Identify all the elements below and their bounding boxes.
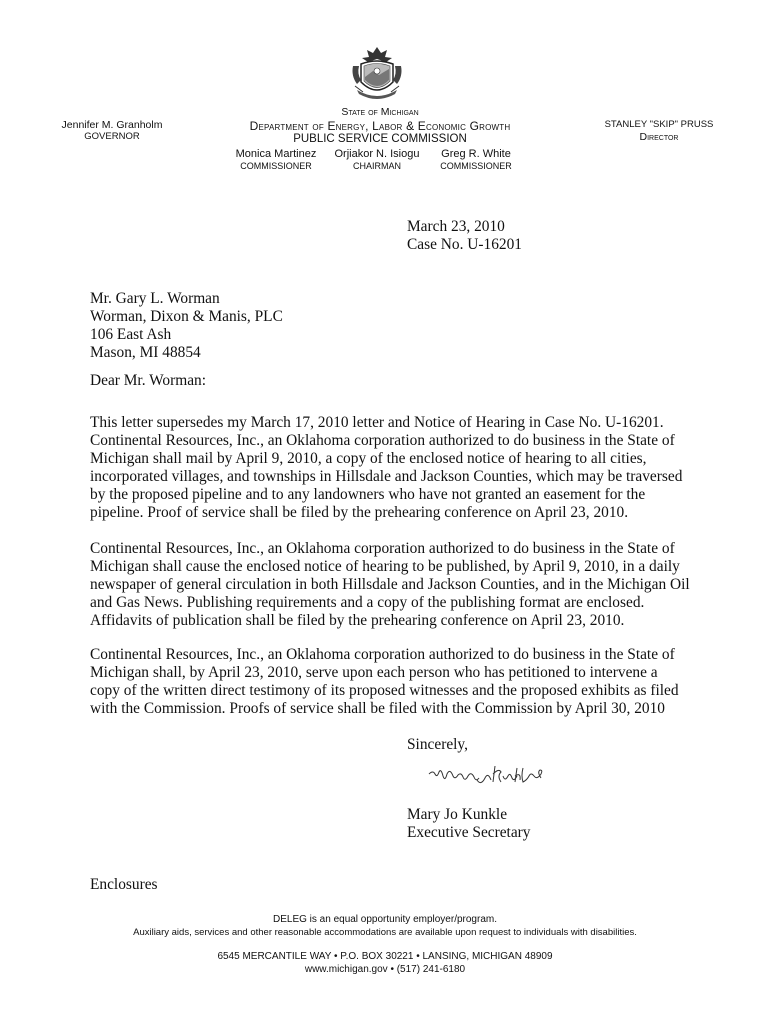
letterhead-department: Department of Energy, Labor & Economic Growth bbox=[249, 119, 511, 133]
salutation: Dear Mr. Worman: bbox=[90, 372, 207, 389]
address-line: Worman, Dixon & Manis, PLC bbox=[90, 308, 283, 325]
address-line: 106 East Ash bbox=[90, 326, 172, 343]
body-paragraph-1 bbox=[90, 414, 690, 522]
paragraph-line: Affidavits of publication shall be filed by the prehearing conference on April 23, 2010. bbox=[90, 612, 625, 629]
recipient-address bbox=[90, 290, 690, 362]
letterhead-commission: PUBLIC SERVICE COMMISSION bbox=[293, 133, 467, 145]
paragraph-line: by the proposed pipeline and to any landowners who have not granted an easement for the bbox=[90, 486, 646, 503]
body-paragraph-2 bbox=[90, 540, 690, 630]
letter-date: March 23, 2010 bbox=[407, 218, 505, 235]
governor-name: Jennifer M. Granholm bbox=[61, 119, 163, 131]
paragraph-line: Continental Resources, Inc., an Oklahoma corporation authorized to do business in the State of bbox=[90, 646, 675, 663]
director-name: STANLEY "SKIP" PRUSS bbox=[604, 119, 714, 130]
footer-eeo: DELEG is an equal opportunity employer/program. bbox=[272, 914, 497, 925]
governor-block bbox=[52, 119, 172, 143]
director-title: Director bbox=[639, 131, 679, 143]
paragraph-line: and Gas News. Publishing requirements and a copy of the publishing format are enclosed. bbox=[90, 594, 645, 611]
paragraph-line: Michigan shall cause the enclosed notice of hearing to be published, by April 9, 2010, in a daily bbox=[90, 558, 680, 575]
footer-contact: www.michigan.gov • (517) 241-6180 bbox=[304, 964, 466, 975]
paragraph-line: with the Commission. Proofs of service shall be filed with the Commission by April 30, 2010 bbox=[90, 700, 665, 717]
address-line: Mr. Gary L. Worman bbox=[90, 290, 220, 307]
commissioner-title: COMMISSIONER bbox=[440, 161, 512, 171]
case-number: Case No. U-16201 bbox=[407, 236, 522, 253]
body-paragraph-3 bbox=[90, 646, 690, 718]
paragraph-line: pipeline. Proof of service shall be filed by the prehearing conference on April 23, 2010. bbox=[90, 504, 629, 521]
chairman-title: CHAIRMAN bbox=[352, 161, 401, 171]
chairman-block bbox=[330, 148, 424, 172]
paragraph-line: newspaper of general circulation in both Hillsdale and Jackson Counties, and in the Michigan Oil bbox=[90, 576, 690, 593]
footer-accommodations: Auxiliary aids, services and other reasonable accommodations are available upon request to individuals with disabilities. bbox=[133, 927, 637, 938]
commissioner-block bbox=[436, 148, 516, 172]
signature-image bbox=[425, 762, 550, 794]
michigan-state-seal-icon bbox=[347, 44, 407, 106]
paragraph-line: copy of the written direct testimony of its proposed witnesses and the proposed exhibits as filed bbox=[90, 682, 679, 699]
commissioner-name: Monica Martinez bbox=[235, 148, 317, 160]
paragraph-line: Continental Resources, Inc., an Oklahoma corporation authorized to do business in the State of bbox=[90, 540, 675, 557]
signer-title: Executive Secretary bbox=[407, 824, 531, 841]
chairman-name: Orjiakor N. Isiogu bbox=[334, 148, 420, 160]
signer-name: Mary Jo Kunkle bbox=[407, 806, 508, 823]
date-block bbox=[407, 218, 522, 254]
footer-address: 6545 MERCANTILE WAY • P.O. BOX 30221 • LANSING, MICHIGAN 48909 bbox=[217, 951, 553, 962]
enclosures-label: Enclosures bbox=[90, 876, 158, 893]
paragraph-line: Michigan shall mail by April 9, 2010, a copy of the enclosed notice of hearing to all cities, bbox=[90, 450, 647, 467]
address-line: Mason, MI 48854 bbox=[90, 344, 201, 361]
paragraph-line: incorporated villages, and townships in Hillsdale and Jackson Counties, which may be traversed bbox=[90, 468, 683, 485]
paragraph-line: Michigan shall, by April 23, 2010, serve upon each person who has petitioned to intervene a bbox=[90, 664, 658, 681]
commissioner-name: Greg R. White bbox=[441, 148, 511, 160]
commissioner-title: COMMISSIONER bbox=[240, 161, 312, 171]
director-block bbox=[600, 119, 718, 143]
signer-block bbox=[407, 806, 531, 842]
letterhead-state: State of Michigan bbox=[341, 106, 419, 118]
governor-title: GOVERNOR bbox=[84, 131, 140, 142]
commissioner-block bbox=[232, 148, 320, 172]
closing: Sincerely, bbox=[407, 736, 468, 753]
paragraph-line: This letter supersedes my March 17, 2010 letter and Notice of Hearing in Case No. U-16201. bbox=[90, 414, 664, 431]
paragraph-line: Continental Resources, Inc., an Oklahoma corporation authorized to do business in the State of bbox=[90, 432, 675, 449]
